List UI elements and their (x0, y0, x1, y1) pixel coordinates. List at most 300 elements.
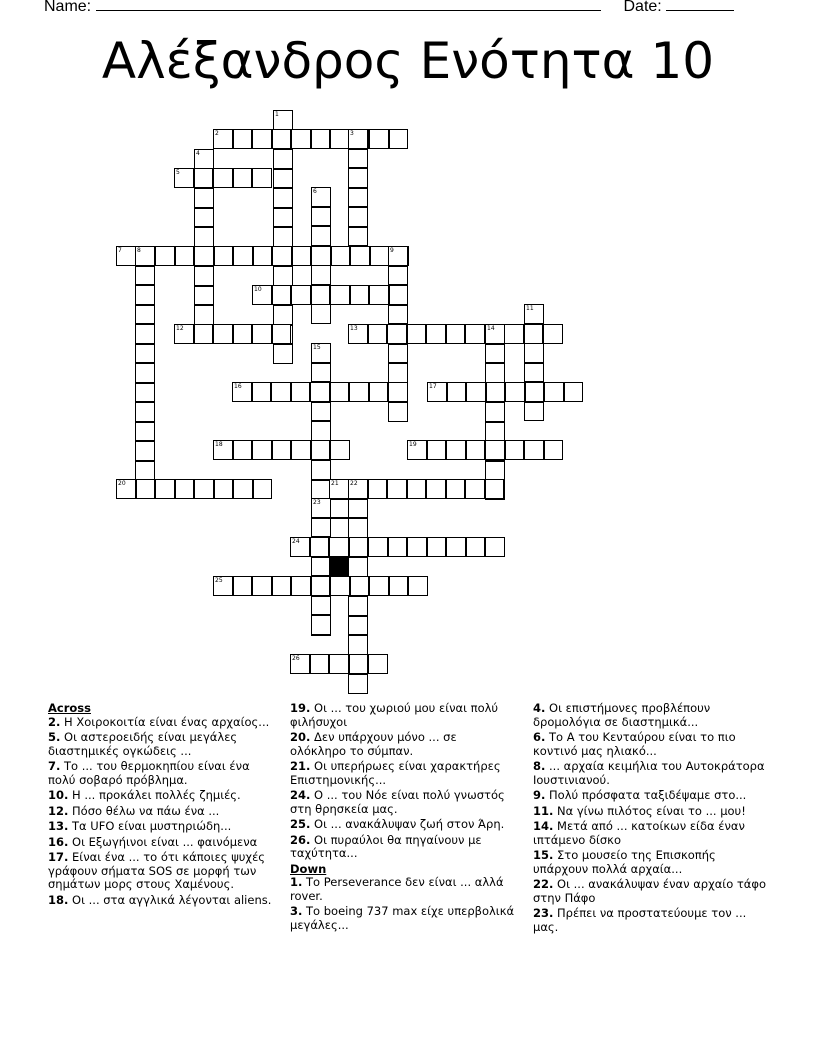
crossword-cell[interactable] (350, 246, 370, 266)
clue-number: 26 (292, 655, 300, 662)
crossword-cell[interactable] (233, 576, 253, 596)
crossword-cell[interactable] (388, 266, 408, 286)
crossword-cell[interactable] (233, 479, 253, 499)
crossword-cell[interactable] (311, 615, 331, 635)
crossword-cell[interactable] (311, 460, 331, 480)
crossword-cell[interactable] (350, 576, 370, 596)
crossword-cell[interactable] (273, 110, 293, 130)
crossword-cell[interactable] (213, 129, 233, 149)
crossword-cell[interactable] (505, 440, 525, 460)
crossword-cell[interactable] (272, 324, 292, 344)
clue (533, 805, 768, 819)
crossword-cell[interactable] (389, 285, 409, 305)
crossword-cell[interactable] (348, 518, 368, 538)
down-clue-list (290, 876, 515, 932)
crossword-cell[interactable] (485, 363, 505, 383)
crossword-cell[interactable] (194, 246, 214, 266)
clue-number: 18 (215, 441, 223, 448)
clue (533, 789, 768, 803)
crossword-cell[interactable] (311, 440, 331, 460)
crossword-cell[interactable] (388, 246, 408, 266)
crossword-cell[interactable] (174, 324, 194, 344)
crossword-cell[interactable] (135, 402, 155, 422)
clue-number: 19. (290, 701, 311, 715)
name-label: Name: (44, 0, 92, 15)
crossword-cell[interactable] (388, 305, 408, 325)
crossword-cell[interactable] (194, 168, 214, 188)
crossword-cell[interactable] (135, 285, 155, 305)
crossword-cell[interactable] (349, 382, 369, 402)
clue-text: Οι ... του χωριού μου είναι πολύ φιλήσυχοι (290, 701, 499, 729)
clue-number: 22. (533, 877, 554, 891)
crossword-cell[interactable] (349, 537, 369, 557)
crossword-cell[interactable] (388, 363, 408, 383)
crossword-cell[interactable] (194, 266, 214, 286)
clue-number: 21 (331, 480, 339, 487)
down-clue-list-continued (533, 702, 768, 934)
crossword-cell[interactable] (388, 537, 408, 557)
clue (290, 818, 515, 832)
crossword-cell[interactable] (311, 304, 331, 324)
crossword-cell[interactable] (135, 441, 155, 461)
crossword-cell[interactable] (252, 382, 272, 402)
across-heading: Across (48, 701, 91, 715)
crossword-cell[interactable] (233, 324, 253, 344)
clue-number: 8 (137, 247, 141, 254)
crossword-cell[interactable] (408, 576, 428, 596)
crossword-cell[interactable] (213, 324, 233, 344)
clue (533, 878, 768, 905)
clue (533, 849, 768, 876)
crossword-cell[interactable] (348, 227, 368, 247)
clue-number: 14. (533, 819, 554, 833)
crossword-cell[interactable] (310, 537, 330, 557)
crossword-cell[interactable] (175, 479, 195, 499)
clue-number: 3. (290, 904, 303, 918)
crossword-cell[interactable] (368, 654, 388, 674)
crossword-cell[interactable] (291, 382, 311, 402)
clue-number: 18. (48, 892, 69, 907)
crossword-cell[interactable] (311, 402, 331, 422)
clue-number: 13 (350, 325, 358, 332)
crossword-cell[interactable] (253, 246, 273, 266)
crossword-cell[interactable] (426, 324, 446, 344)
clue-number: 8. (533, 759, 546, 773)
crossword-cell[interactable] (329, 499, 349, 519)
clue (48, 789, 273, 803)
crossword-cell[interactable] (252, 440, 272, 460)
crossword-cell[interactable] (311, 246, 331, 266)
clue (48, 820, 273, 834)
crossword-cell[interactable] (252, 576, 272, 596)
clue-number: 26. (290, 832, 311, 847)
crossword-cell[interactable] (194, 479, 214, 499)
crossword-cell[interactable] (407, 324, 427, 344)
clue-text: Η ... προκάλει πολλές ζημιές. (68, 788, 241, 802)
crossword-cell[interactable] (135, 305, 155, 325)
clue-text: Πρέπει να προστατεύουμε τον ... μας. (533, 906, 747, 934)
clue-number: 2 (215, 130, 219, 137)
clue-number: 25. (290, 817, 311, 831)
crossword-cell[interactable] (350, 285, 370, 305)
crossword-cell[interactable] (407, 440, 427, 460)
clue-number: 20 (118, 480, 126, 487)
clue-number: 11 (526, 305, 534, 312)
crossword-cell[interactable] (348, 149, 368, 169)
crossword-cell[interactable] (427, 537, 447, 557)
crossword-cell[interactable] (485, 537, 505, 557)
crossword-cell[interactable] (446, 479, 466, 499)
crossword-cell[interactable] (135, 324, 155, 344)
crossword-cell[interactable] (485, 479, 505, 499)
crossword-cell[interactable] (368, 479, 388, 499)
crossword-cell[interactable] (311, 285, 331, 305)
clue-number: 2. (48, 714, 61, 729)
clue-text: Οι ... στα αγγλικά λέγονται aliens. (68, 892, 272, 907)
crossword-cell[interactable] (329, 518, 349, 538)
clue-text: Η Χοιροκοιτία είναι ένας αρχαίος... (60, 714, 270, 729)
crossword-cell[interactable] (466, 382, 486, 402)
crossword-cell[interactable] (329, 479, 349, 499)
crossword-cell[interactable] (194, 286, 214, 306)
crossword-cell[interactable] (407, 479, 427, 499)
clues-column-1 (48, 702, 273, 909)
crossword-cell[interactable] (233, 440, 253, 460)
clue-number: 12. (48, 803, 69, 818)
clue-text: Τα UFO είναι μυστηριώδη... (68, 819, 232, 833)
crossword-cell[interactable] (370, 246, 390, 266)
crossword-cell[interactable] (272, 246, 292, 266)
crossword-cell[interactable] (388, 402, 408, 422)
crossword-cell[interactable] (465, 324, 485, 344)
crossword-cell[interactable] (524, 324, 544, 344)
crossword-cell[interactable] (273, 305, 293, 325)
crossword-cell[interactable] (348, 129, 368, 149)
clue-number: 10. (48, 788, 69, 802)
crossword-cell[interactable] (213, 440, 233, 460)
crossword-cell[interactable] (252, 285, 272, 305)
clue-number: 10 (254, 286, 262, 293)
crossword-cell[interactable] (290, 654, 310, 674)
clue-text: Οι Εξωγήινοι είναι ... φαινόμενα (68, 834, 258, 849)
clue-text: Είναι ένα ... το ότι κάποιες ψυχές γράφουν σήματα SOS σε μορφή των σημάτων μορς στους Χαμένους. (48, 850, 266, 891)
clue (48, 716, 273, 730)
clue (290, 789, 515, 816)
clue-number: 5 (176, 169, 180, 176)
clue-text: ... αρχαία κειμήλια του Αυτοκράτορα Ιουστινιανού. (533, 759, 765, 787)
clue-number: 20. (290, 730, 311, 744)
crossword-cell[interactable] (446, 440, 466, 460)
crossword-cell[interactable] (273, 149, 293, 169)
clue (290, 876, 515, 903)
crossword-cell[interactable] (310, 654, 330, 674)
crossword-cell[interactable] (465, 479, 485, 499)
crossword-cell[interactable] (485, 440, 505, 460)
clue-number: 7 (118, 247, 122, 254)
crossword-cell[interactable] (194, 188, 214, 208)
crossword-cell[interactable] (389, 129, 409, 149)
crossword-cell[interactable] (311, 207, 331, 227)
crossword-cell[interactable] (330, 129, 350, 149)
crossword-cell[interactable] (525, 382, 545, 402)
crossword-cell[interactable] (155, 479, 175, 499)
clue (48, 731, 273, 758)
clue-text: Οι υπερήρωες είναι χαρακτήρες Επιστημονικής... (290, 759, 501, 787)
clue-number: 25 (215, 577, 223, 584)
crossword-cell[interactable] (329, 537, 349, 557)
clue (290, 702, 515, 729)
clue (48, 805, 273, 819)
crossword-cell[interactable] (505, 382, 525, 402)
crossword-cell[interactable] (485, 402, 505, 422)
crossword-cell[interactable] (272, 440, 292, 460)
clue-text: Πολύ πρόσφατα ταξιδέψαμε στο... (545, 788, 747, 802)
crossword-cell[interactable] (524, 343, 544, 363)
crossword-cell[interactable] (252, 129, 272, 149)
crossword-cell[interactable] (348, 616, 368, 636)
crossword-cell[interactable] (348, 324, 368, 344)
crossword-cell[interactable] (116, 246, 136, 266)
crossword-cell[interactable] (348, 188, 368, 208)
crossword-cell[interactable] (331, 246, 351, 266)
crossword-cell[interactable] (214, 479, 234, 499)
crossword-cell[interactable] (310, 382, 330, 402)
crossword-cell[interactable] (311, 363, 331, 383)
crossword-cell[interactable] (214, 246, 234, 266)
crossword-cell[interactable] (311, 498, 331, 518)
crossword-cell[interactable] (348, 635, 368, 655)
crossword-cell[interactable] (252, 324, 272, 344)
crossword-cell[interactable] (427, 382, 447, 402)
crossword-cell[interactable] (233, 129, 253, 149)
clue (48, 760, 273, 787)
crossword-cell[interactable] (311, 343, 331, 363)
crossword-cell[interactable] (291, 285, 311, 305)
clue-number: 23. (533, 906, 554, 920)
crossword-cell[interactable] (155, 246, 175, 266)
clue-text: Το boeing 737 max είχε υπερβολικά μεγάλες... (290, 904, 515, 932)
crossword-cell[interactable] (387, 479, 407, 499)
clue-number: 23 (313, 499, 321, 506)
crossword-cell[interactable] (564, 382, 584, 402)
crossword-cell[interactable] (369, 576, 389, 596)
crossword-cell[interactable] (485, 461, 505, 481)
crossword-cell[interactable] (368, 324, 388, 344)
clues-column-3 (533, 702, 768, 936)
crossword-cell[interactable] (447, 382, 467, 402)
crossword-cell[interactable] (311, 557, 331, 577)
clue-text: Να γίνω πιλότος είναι το ... μου! (553, 803, 746, 818)
clue-number: 24 (292, 538, 300, 545)
crossword-cell[interactable] (348, 479, 368, 499)
crossword-cell[interactable] (273, 169, 293, 189)
crossword-cell[interactable] (291, 576, 311, 596)
clue-text: Οι αστεροειδής είναι μεγάλες διαστημικές ογκώδεις ... (48, 730, 238, 758)
crossword-cell[interactable] (194, 208, 214, 228)
crossword-cell[interactable] (233, 168, 253, 188)
crossword-cell[interactable] (135, 246, 155, 266)
crossword-cell[interactable] (135, 344, 155, 364)
crossword-cell[interactable] (135, 422, 155, 442)
crossword-cell[interactable] (175, 246, 195, 266)
clue-number: 22 (350, 480, 358, 487)
crossword-cell[interactable] (369, 129, 389, 149)
crossword-cell[interactable] (348, 168, 368, 188)
crossword-cell[interactable] (389, 576, 409, 596)
crossword-cell[interactable] (311, 421, 331, 441)
crossword-cell[interactable] (136, 479, 156, 499)
crossword-cell[interactable] (311, 518, 331, 538)
clue-number: 9 (390, 247, 394, 254)
crossword-cell[interactable] (273, 344, 293, 364)
clue-text: Οι πυραύλοι θα πηγαίνουν με ταχύτητα... (290, 832, 482, 860)
crossword-cell[interactable] (407, 537, 427, 557)
crossword-cell[interactable] (194, 149, 214, 169)
crossword-cell[interactable] (135, 363, 155, 383)
crossword-cell[interactable] (330, 382, 350, 402)
clue-number: 14 (487, 325, 495, 332)
crossword-cell[interactable] (369, 285, 389, 305)
clue-number: 17 (429, 383, 437, 390)
clue-number: 4 (196, 150, 200, 157)
crossword-cell[interactable] (311, 576, 331, 596)
crossword-cell[interactable] (544, 382, 564, 402)
crossword-cell[interactable] (544, 440, 564, 460)
crossword-cell[interactable] (524, 304, 544, 324)
clue-number: 4. (533, 701, 546, 715)
crossword-cell[interactable] (329, 654, 349, 674)
crossword-cell[interactable] (135, 461, 155, 481)
clue-number: 5. (48, 730, 61, 744)
crossword-cell[interactable] (311, 226, 331, 246)
crossword-cell[interactable] (232, 382, 252, 402)
clue (533, 702, 768, 729)
clue (48, 836, 273, 850)
crossword-cell[interactable] (486, 382, 506, 402)
crossword-cell[interactable] (543, 324, 563, 344)
clue-number: 7. (48, 759, 61, 773)
clues-column-2 (290, 702, 515, 934)
clue (290, 905, 515, 932)
crossword-cell[interactable] (311, 129, 331, 149)
crossword-cell[interactable] (504, 324, 524, 344)
crossword-cell[interactable] (272, 285, 292, 305)
crossword-cell[interactable] (271, 382, 291, 402)
crossword-cell[interactable] (213, 576, 233, 596)
crossword-cell[interactable] (253, 479, 273, 499)
clue-text: Πόσο θέλω να πάω ένα ... (68, 803, 220, 818)
crossword-cell[interactable] (290, 537, 310, 557)
crossword-cell[interactable] (446, 537, 466, 557)
crossword-cell[interactable] (388, 344, 408, 364)
clue-number: 16 (234, 383, 242, 390)
crossword-cell[interactable] (311, 480, 331, 500)
crossword-cell[interactable] (135, 266, 155, 286)
crossword-cell[interactable] (466, 440, 486, 460)
clue-number: 13. (48, 819, 69, 833)
crossword-cell[interactable] (524, 440, 544, 460)
clue-number: 16. (48, 834, 69, 849)
crossword-cell[interactable] (427, 440, 447, 460)
crossword-cell[interactable] (368, 537, 388, 557)
crossword-cell[interactable] (387, 324, 407, 344)
clue (290, 731, 515, 758)
crossword-cell[interactable] (348, 596, 368, 616)
crossword-cell[interactable] (233, 246, 253, 266)
across-clue-list (48, 716, 273, 908)
page-title: Αλέξανδρος Ενότητα 10 (101, 32, 715, 90)
crossword-cell[interactable] (330, 285, 350, 305)
black-square (329, 557, 349, 577)
crossword-cell[interactable] (272, 129, 292, 149)
clue (533, 820, 768, 847)
crossword-cell[interactable] (485, 422, 505, 442)
crossword-cell[interactable] (291, 129, 311, 149)
crossword-cell[interactable] (292, 246, 312, 266)
crossword-cell[interactable] (252, 168, 272, 188)
crossword-cell[interactable] (426, 479, 446, 499)
date-label: Date: (623, 0, 662, 15)
clue-text: Το Α του Κενταύρου είναι το πιο κοντινό μας ηλιακό... (533, 730, 736, 758)
crossword-cell[interactable] (291, 440, 311, 460)
crossword-cell[interactable] (485, 344, 505, 364)
crossword-cell[interactable] (369, 382, 389, 402)
crossword-cell[interactable] (524, 402, 544, 422)
crossword-cell[interactable] (213, 168, 233, 188)
clue-text: Στο μουσείο της Επισκοπής υπάρχουν πολλά αρχαία... (533, 848, 716, 876)
crossword-cell[interactable] (311, 265, 331, 285)
clue-number: 1 (275, 111, 279, 118)
crossword-cell[interactable] (194, 227, 214, 247)
crossword-cell[interactable] (446, 324, 466, 344)
crossword-cell[interactable] (485, 324, 505, 344)
crossword-cell[interactable] (348, 557, 368, 577)
crossword-cell[interactable] (272, 576, 292, 596)
clue-number: 11. (533, 803, 554, 818)
clue-number: 15 (313, 344, 321, 351)
crossword-cell[interactable] (116, 479, 136, 499)
crossword-cell[interactable] (273, 227, 293, 247)
crossword-cell[interactable] (273, 208, 293, 228)
crossword-cell[interactable] (524, 363, 544, 383)
crossword-cell[interactable] (348, 499, 368, 519)
crossword-cell[interactable] (194, 324, 214, 344)
crossword-cell[interactable] (311, 596, 331, 616)
clue-text: Μετά από ... κατοίκων είδα έναν ιπτάμενο δίσκο (533, 819, 745, 847)
clue-number: 12 (176, 325, 184, 332)
crossword-cell[interactable] (348, 207, 368, 227)
crossword-cell[interactable] (135, 383, 155, 403)
clue-text: Οι ... ανακάλυψαν έναν αρχαίο τάφο στην Πάφο (533, 877, 767, 905)
clue (533, 731, 768, 758)
crossword-cell[interactable] (174, 168, 194, 188)
clue (48, 894, 273, 908)
clue-number: 3 (350, 130, 354, 137)
crossword-cell[interactable] (273, 266, 293, 286)
crossword-cell[interactable] (348, 674, 368, 694)
crossword-cell[interactable] (330, 440, 350, 460)
crossword-cell[interactable] (330, 576, 350, 596)
crossword-cell[interactable] (388, 382, 408, 402)
clue-number: 19 (409, 441, 417, 448)
crossword-cell[interactable] (273, 188, 293, 208)
clue-text: Το ... του θερμοκηπίου είναι ένα πολύ σοβαρό πρόβλημα. (48, 759, 250, 787)
crossword-cell[interactable] (349, 654, 369, 674)
crossword-cell[interactable] (194, 305, 214, 325)
crossword-cell[interactable] (466, 537, 486, 557)
crossword-cell[interactable] (311, 187, 331, 207)
clue (290, 760, 515, 787)
